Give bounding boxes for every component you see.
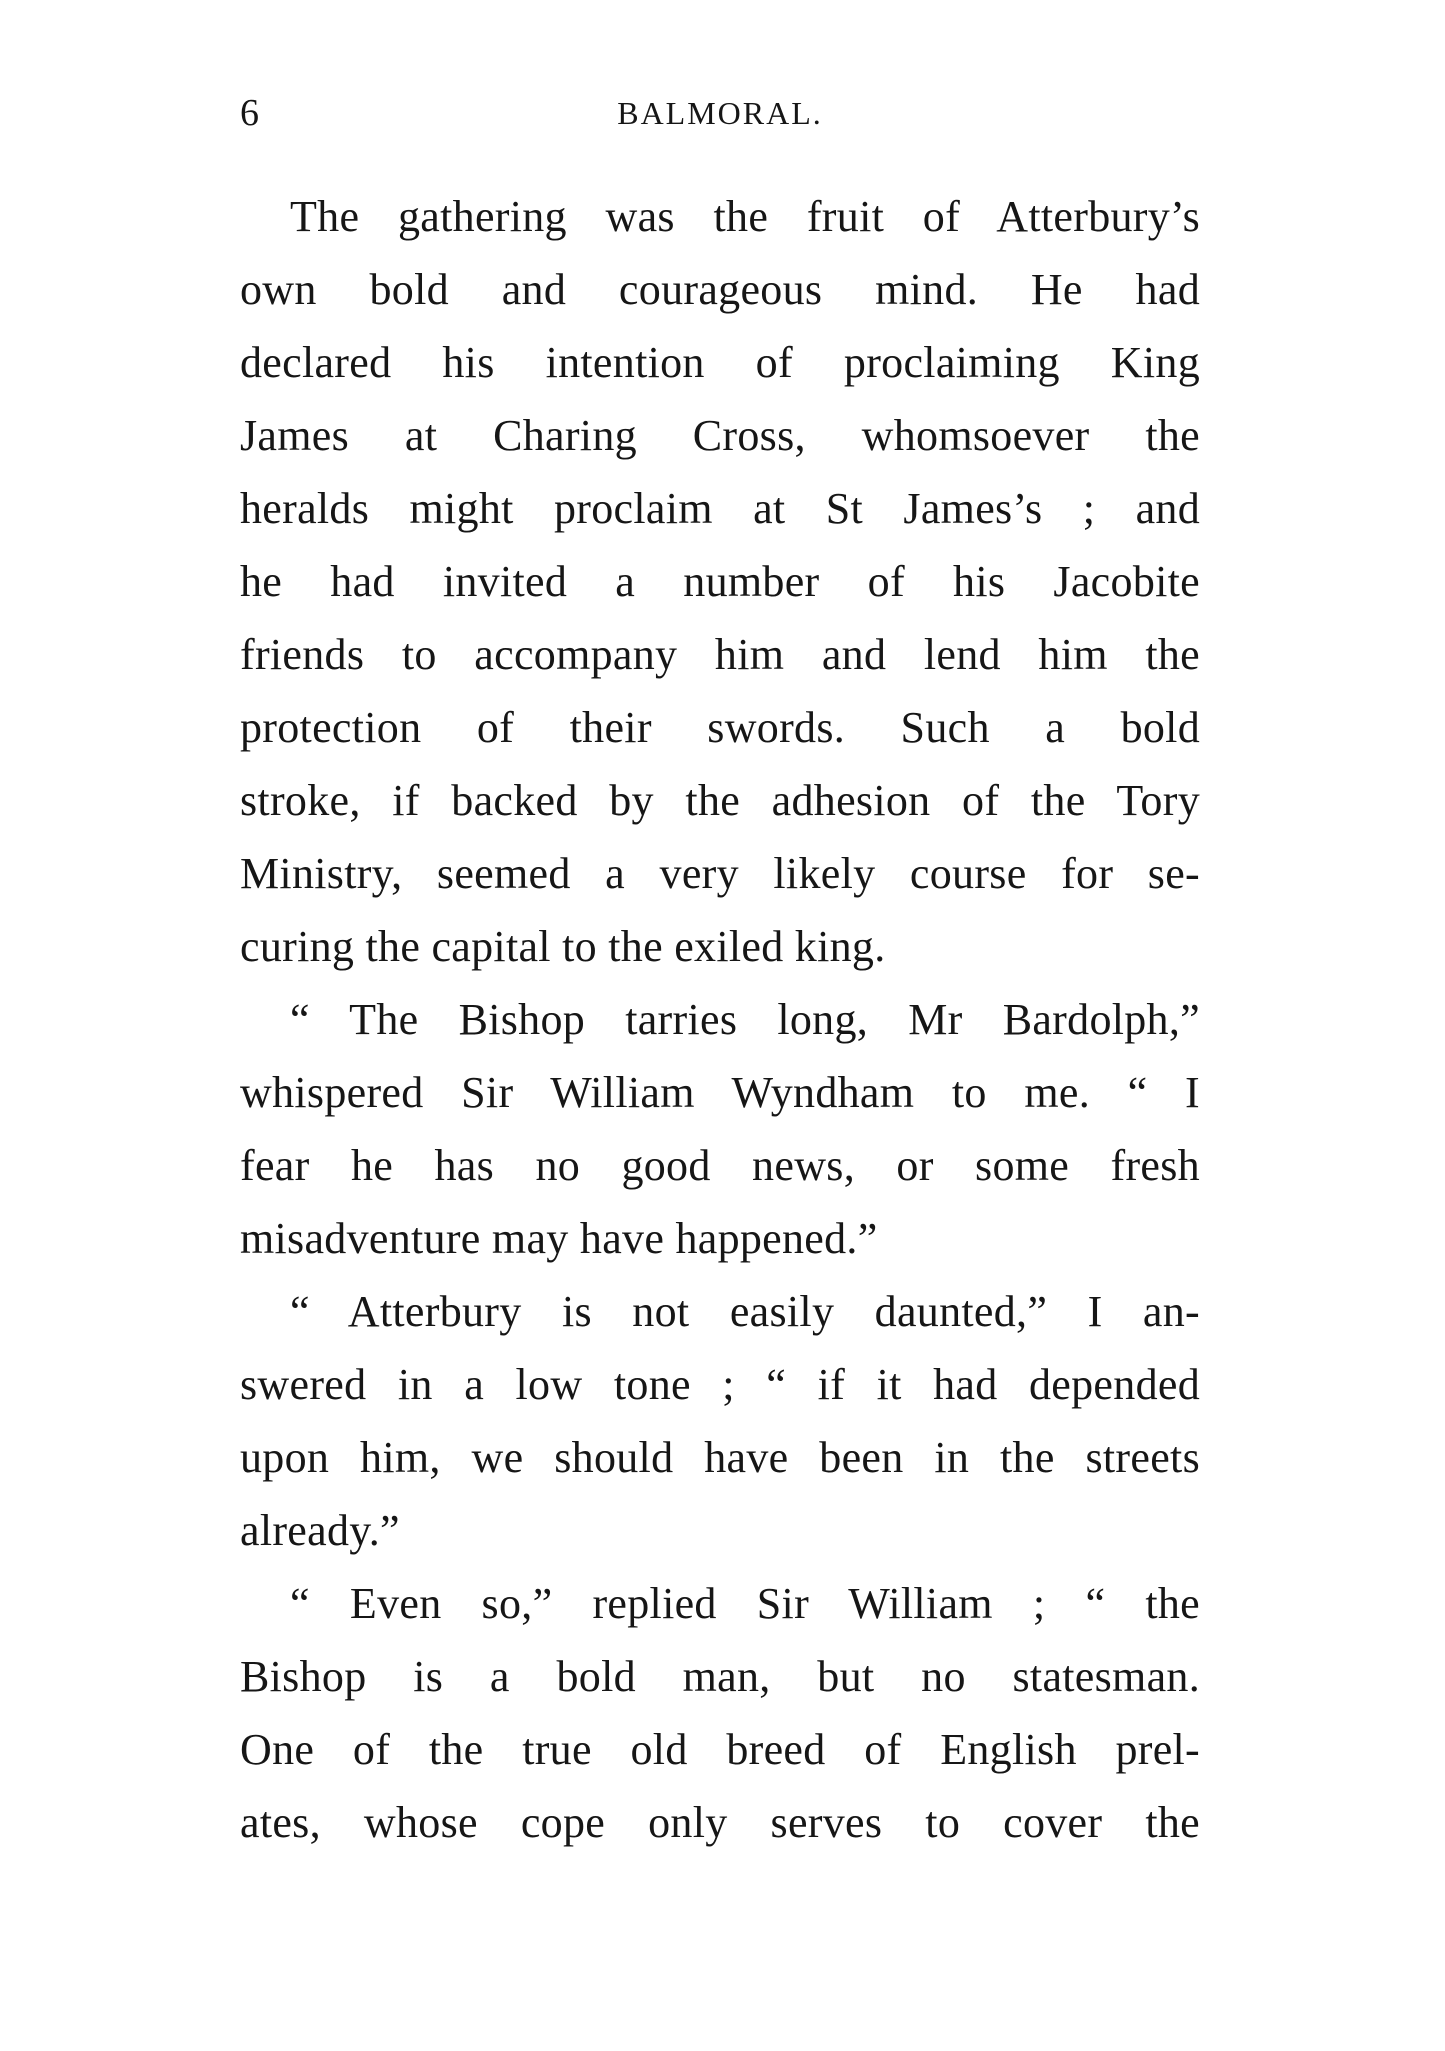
running-title: BALMORAL. bbox=[617, 95, 823, 131]
text-line: upon him, we should have been in the streets bbox=[240, 1433, 1200, 1482]
text-line: swered in a low tone ; “ if it had depended bbox=[240, 1360, 1200, 1409]
text-line: he had invited a number of his Jacobite bbox=[240, 557, 1200, 606]
text-line: “ Even so,” replied Sir William ; “ the bbox=[290, 1579, 1200, 1628]
text-line: protection of their swords. Such a bold bbox=[240, 703, 1200, 752]
text-line: friends to accompany him and lend him the bbox=[240, 630, 1200, 679]
text-line: James at Charing Cross, whomsoever the bbox=[240, 411, 1200, 460]
text-line: curing the capital to the exiled king. bbox=[240, 922, 886, 971]
text-line: stroke, if backed by the adhesion of the Tory bbox=[240, 776, 1200, 825]
text-line: declared his intention of proclaiming King bbox=[240, 338, 1200, 387]
text-line: The gathering was the fruit of Atterbury’s bbox=[290, 192, 1200, 241]
text-line: already.” bbox=[240, 1506, 400, 1555]
text-line: own bold and courageous mind. He had bbox=[240, 265, 1200, 314]
text-line: Bishop is a bold man, but no statesman. bbox=[240, 1652, 1200, 1701]
text-line: ates, whose cope only serves to cover the bbox=[240, 1798, 1200, 1847]
text-line: One of the true old breed of English prel- bbox=[240, 1725, 1200, 1774]
text-line: “ Atterbury is not easily daunted,” I an- bbox=[290, 1287, 1200, 1336]
text-line: heralds might proclaim at St James’s ; and bbox=[240, 484, 1200, 533]
text-line: Ministry, seemed a very likely course for se- bbox=[240, 849, 1200, 898]
text-line: whispered Sir William Wyndham to me. “ I bbox=[240, 1068, 1200, 1117]
page-number: 6 bbox=[240, 92, 259, 134]
text-line: “ The Bishop tarries long, Mr Bardolph,” bbox=[290, 995, 1200, 1044]
page-header bbox=[240, 88, 1200, 138]
body-text bbox=[240, 180, 1200, 1859]
text-line: misadventure may have happened.” bbox=[240, 1214, 878, 1263]
text-line: fear he has no good news, or some fresh bbox=[240, 1141, 1200, 1190]
